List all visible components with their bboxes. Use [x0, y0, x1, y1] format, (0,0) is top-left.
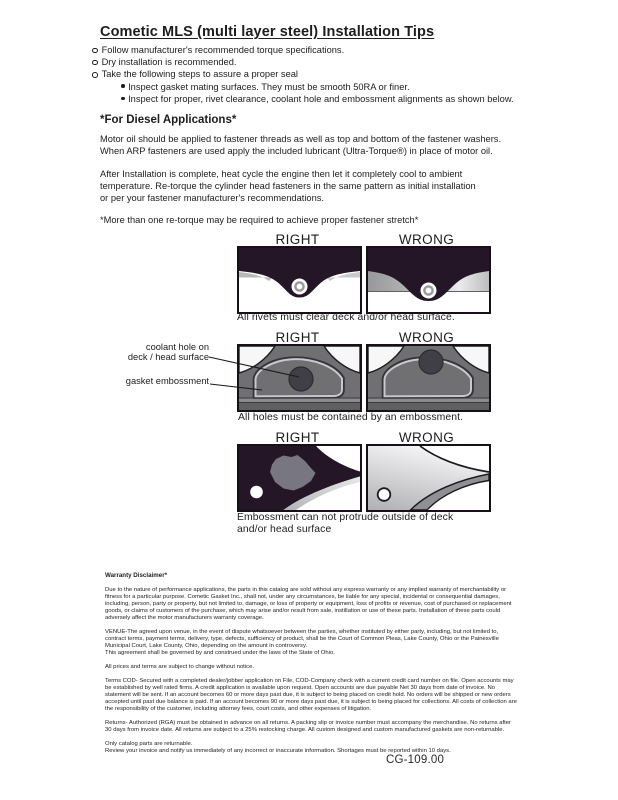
protrusion-right-diagram: [237, 444, 362, 512]
filled-bullet-icon: [121, 97, 125, 101]
text-line: or per your fastener manufacturer's recommendations.: [100, 193, 324, 204]
diesel-paragraph-2: [100, 168, 550, 205]
coolant-hole-callout: [109, 342, 209, 362]
open-bullet-icon: [92, 72, 98, 78]
rivet-hole: [295, 282, 303, 290]
page-title: Cometic MLS (multi layer steel) Installation Tips: [100, 24, 435, 40]
text-line: temperature. Re-torque the cylinder head fasteners in the same pattern as initial installation: [100, 180, 476, 191]
right-label-row3: RIGHT: [275, 430, 320, 445]
tip-text: Inspect gasket mating surfaces. They must be smooth 50RA or finer.: [128, 81, 410, 92]
open-bullet-icon: [92, 48, 98, 54]
warranty-disclaimer-section: [105, 572, 518, 755]
tip-text: Follow manufacturer's recommended torque specifications.: [101, 45, 345, 55]
right-label-row1: RIGHT: [275, 232, 320, 247]
bolt-hole: [250, 486, 263, 499]
text-line: When ARP fasteners are used apply the included lubricant (Ultra-Torque®) in place of motor oil.: [100, 146, 493, 157]
coolant-hole: [419, 350, 443, 374]
tip-subitem: [121, 81, 532, 93]
right-label-row2: RIGHT: [275, 330, 320, 345]
deck-strip: [368, 403, 489, 411]
open-bullet-icon: [92, 60, 98, 66]
page-code: CG-109.00: [386, 754, 445, 766]
wrong-label-row2: WRONG: [398, 330, 455, 345]
deck-strip: [239, 403, 360, 411]
warranty-paragraph: VENUE-The agreed upon venue, in the event of dispute whatsoever between the parties, whether instituted by either party, including, but not limited to, contract terms, payment terms, delivery, type, defects, sufficiency of product, shall be the Court of Common Pleas, Lake County, Ohio or the Painesville Municipal Court, Lake County, Ohio, depending on the amount in controversy.: [105, 629, 499, 649]
tip-item: [92, 44, 532, 56]
diesel-heading: *For Diesel Applications*: [100, 114, 237, 126]
callout-line: coolant hole on: [145, 342, 209, 352]
warranty-paragraph: Due to the nature of performance applications, the parts in this catalog are sold without any express warranty or any implied warranty of merchantability or fitness for a particular purpose. Cometic Gasket Inc., shall not, under any circumstances, be liable for any special, incidental or consequential damages, including, person, party or property, but not limited to, damage, or loss of property or equipment, loss of profits or revenue, cost of purchased or replacement goods, or claims of customers of the purchase, which may arise and/or result from sale, instillation or use of these parts. Installation of these parts could adversely affect the motor manufacturers warranty coverage.: [105, 587, 512, 621]
tip-text: Dry installation is recommended.: [101, 57, 237, 68]
tip-text: Take the following steps to assure a proper seal: [101, 69, 298, 80]
retorque-note: *More than one re-torque may be required to achieve proper fastener stretch*: [100, 215, 419, 226]
embossment-right-diagram: [237, 344, 362, 412]
gasket-embossment-callout: gasket embossment: [125, 376, 209, 386]
row3-caption-line2: and/or head surface: [237, 524, 332, 535]
warranty-paragraph: All prices and terms are subject to change without notice.: [105, 664, 254, 670]
row2-caption: All holes must be contained by an embossment.: [238, 412, 464, 423]
protrusion-wrong-diagram: [366, 444, 491, 512]
tip-item: [92, 68, 532, 80]
diesel-paragraph-1: [100, 133, 550, 157]
warranty-paragraph: This agreement shall be governed by and construed under the laws of the State of Ohio.: [105, 650, 335, 656]
embossment-wrong-diagram: [366, 344, 491, 412]
warranty-paragraph: Returns- Authorized (RGA) must be obtained in advance on all returns. A packing slip or invoice number must accompany the merchandise. No returns after 30 days from invoice date. All returns are subject to a 25% restocking charge. All custom designed and custom manufactured gaskets are non-returnable.: [105, 720, 512, 733]
diesel-applications-section: [100, 114, 550, 226]
tip-text: Inspect for proper, rivet clearance, coolant hole and embossment alignments as shown below.: [128, 93, 514, 104]
rivet-hole: [424, 286, 432, 294]
installation-tips-list: [92, 44, 532, 105]
rivet-clearance-wrong-diagram: [366, 246, 491, 314]
tip-subitem: [121, 93, 532, 105]
text-line: After Installation is complete, heat cycle the engine then let it completely cool to ambient: [100, 168, 463, 179]
callout-line: deck / head surface: [127, 352, 209, 363]
tip-item: [92, 56, 532, 68]
text-line: Motor oil should be applied to fastener threads as well as top and bottom of the fastener washers.: [100, 134, 502, 145]
rivet-clearance-right-diagram: [237, 246, 362, 314]
row3-caption-line1: Embossment can not protrude outside of deck: [237, 512, 454, 523]
wrong-label-row1: WRONG: [398, 232, 455, 247]
wrong-label-row3: WRONG: [398, 430, 455, 445]
filled-bullet-icon: [121, 84, 125, 88]
warranty-paragraph: Review your invoice and notify us immediately of any incorrect or inaccurate information. Shortages must be reported within 10 days.: [105, 748, 451, 754]
coolant-hole: [289, 367, 313, 391]
warranty-paragraph: Only catalog parts are returnable.: [105, 741, 193, 747]
warranty-paragraph: Terms COD- Secured with a completed dealer/jobber application on File, COD-Company check with a current credit card number on file. Open accounts may be established by well rated firms. A credit application is available upon request. Open accounts are due payable Net 30 days from date of invoice. No statement will be sent. If an account becomes 60 or more days past due, it is subject to being placed on credit hold. No orders will be shipped or new orders accepted until past due balance is paid. If an account becomes 90 or more days past due, it is subject to being placed for collections. All costs of collection are the responsibility of the customer, including attorney fees, court costs, and other expenses of litigation.: [105, 678, 517, 712]
row1-caption: All rivets must clear deck and/or head surface.: [237, 312, 455, 323]
warranty-heading: Warranty Disclaimer*: [105, 572, 168, 579]
bolt-hole: [378, 488, 391, 501]
